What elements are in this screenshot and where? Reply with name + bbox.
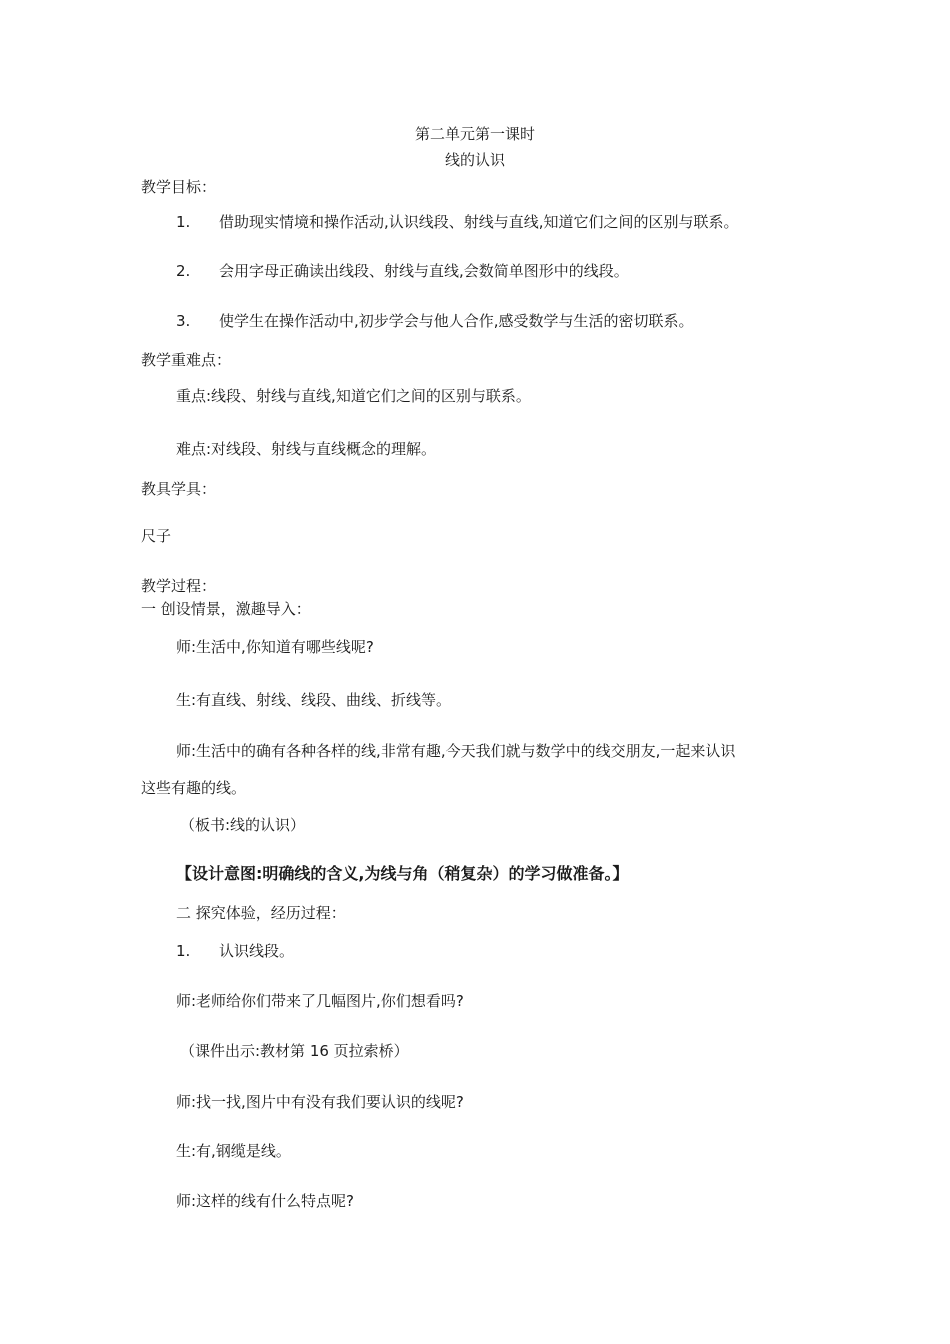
step-number: 1.	[176, 942, 191, 960]
objective-text: 会用字母正确读出线段、射线与直线,会数简单图形中的线段。	[219, 262, 629, 280]
dialogue-line: 师:生活中,你知道有哪些线呢?	[176, 638, 374, 656]
dialogue-line: 师:找一找,图片中有没有我们要认识的线呢?	[176, 1093, 464, 1111]
dialogue-line: 生:有,钢缆是线。	[176, 1142, 291, 1160]
dialogue-line: 师:老师给你们带来了几幅图片,你们想看吗?	[176, 992, 464, 1010]
objective-number: 2.	[176, 262, 191, 280]
dialogue-line: 师:生活中的确有各种各样的线,非常有趣,今天我们就与数学中的线交朋友,一起来认识	[176, 742, 736, 760]
tools-item: 尺子	[141, 527, 172, 545]
blackboard-note: （板书:线的认识）	[180, 816, 306, 834]
objective-number: 3.	[176, 312, 191, 330]
objective-number: 1.	[176, 213, 191, 231]
dialogue-line: 生:有直线、射线、线段、曲线、折线等。	[176, 691, 452, 709]
objective-text: 使学生在操作活动中,初步学会与他人合作,感受数学与生活的密切联系。	[219, 312, 694, 330]
dialogue-line: 师:这样的线有什么特点呢?	[176, 1192, 355, 1210]
objective-text: 借助现实情境和操作活动,认识线段、射线与直线,知道它们之间的区别与联系。	[219, 213, 739, 231]
design-intent-note: 【设计意图:明确线的含义,为线与角（稍复杂）的学习做准备。】	[176, 864, 629, 883]
process-heading: 教学过程：	[141, 577, 217, 595]
lesson-title: 线的认识	[444, 151, 505, 169]
lesson-unit-title: 第二单元第一课时	[414, 125, 535, 143]
objectives-heading: 教学目标：	[141, 178, 217, 196]
section-two-heading: 二 探究体验，经历过程：	[176, 904, 346, 922]
courseware-note: （课件出示:教材第 16 页拉索桥）	[180, 1042, 409, 1060]
tools-heading: 教具学具：	[141, 480, 217, 498]
difficult-point-text: 难点:对线段、射线与直线概念的理解。	[176, 440, 437, 458]
dialogue-line-continued: 这些有趣的线。	[141, 779, 247, 797]
key-point-text: 重点:线段、射线与直线,知道它们之间的区别与联系。	[176, 387, 531, 405]
key-points-heading: 教学重难点：	[141, 351, 232, 369]
step-text: 认识线段。	[219, 942, 295, 960]
section-one-heading: 一 创设情景，激趣导入：	[141, 600, 311, 618]
